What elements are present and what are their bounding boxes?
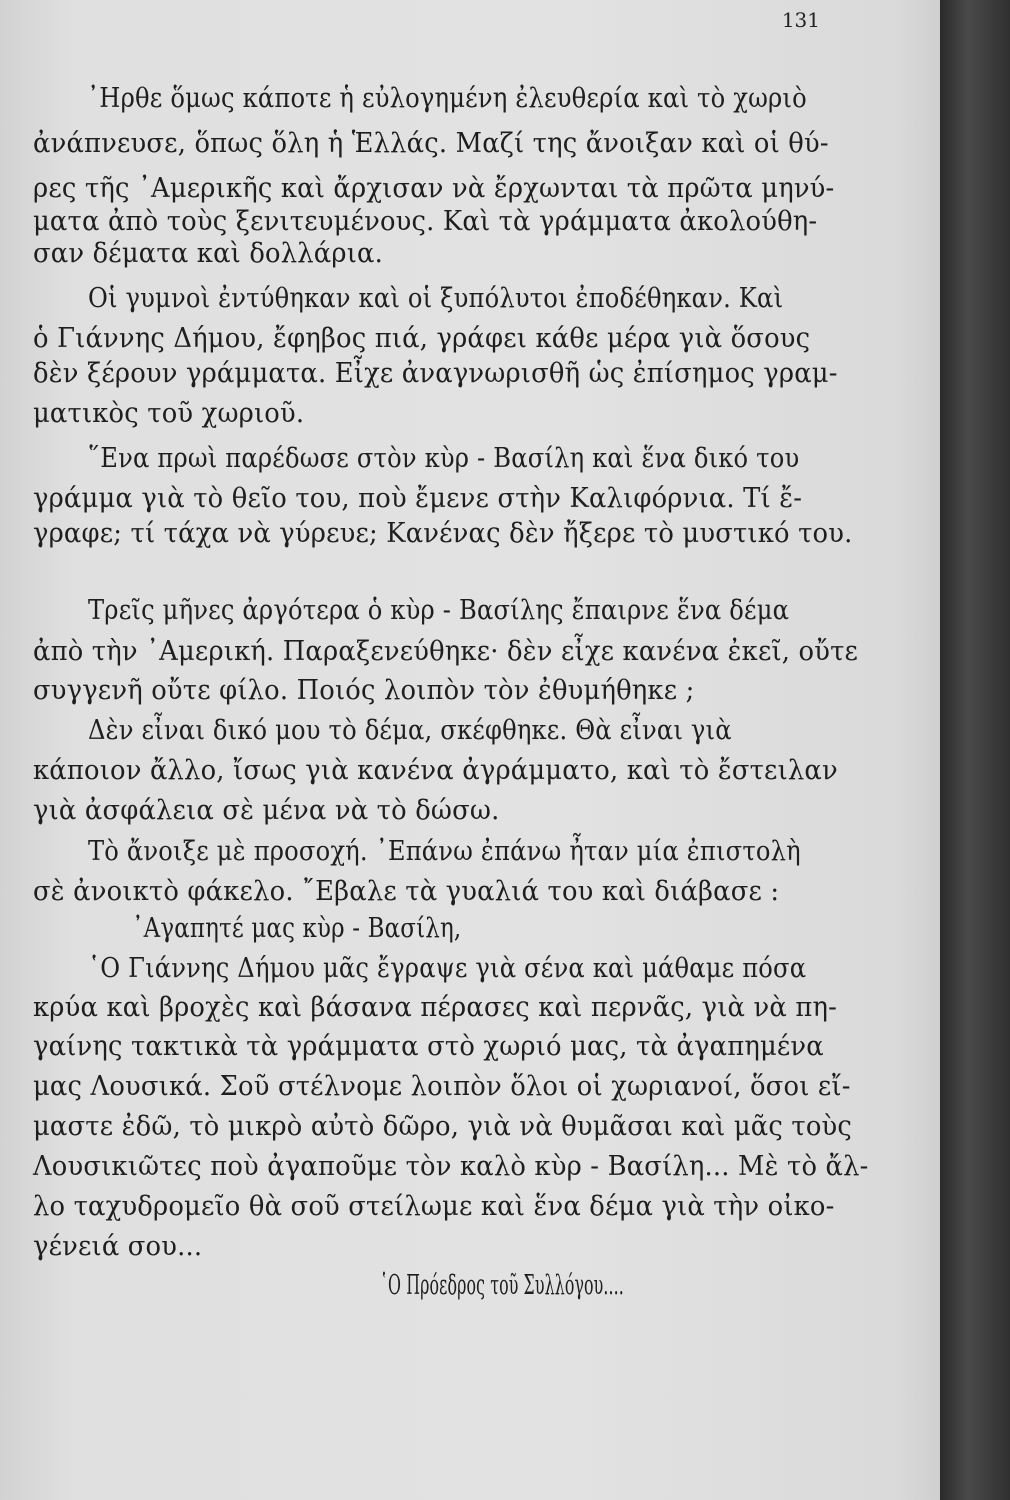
text-line: ῾Ο Γιάννης Δήμου μᾶς ἔγραψε γιὰ σένα καὶ μάθαμε πόσα bbox=[88, 953, 807, 984]
text-line: Δὲν εἶναι δικό μου τὸ δέμα, σκέφθηκε. Θὰ εἶναι γιὰ bbox=[88, 715, 732, 746]
text-line: Τὸ ἄνοιξε μὲ προσοχή. ᾿Επάνω ἐπάνω ἦταν μία ἐπιστολὴ bbox=[88, 836, 801, 867]
text-line: ρες τῆς ᾿Αμερικῆς καὶ ἄρχισαν νὰ ἔρχωνται τὰ πρῶτα μηνύ- bbox=[33, 173, 835, 204]
text-line: κρύα καὶ βροχὲς καὶ βάσανα πέρασες καὶ περνᾶς, γιὰ νὰ πη- bbox=[33, 992, 838, 1023]
text-line: μας Λουσικά. Σοῦ στέλνομε λοιπὸν ὅλοι οἱ χωριανοί, ὅσοι εἴ- bbox=[33, 1071, 851, 1102]
text-line: ματικὸς τοῦ χωριοῦ. bbox=[33, 398, 305, 429]
text-line: σαν δέματα καὶ δολλάρια. bbox=[33, 238, 383, 269]
text-line: δὲν ξέρουν γράμματα. Εἶχε ἀναγνωρισθῆ ὡς ἐπίσημος γραμ- bbox=[33, 358, 838, 389]
text-line: γένειά σου... bbox=[33, 1231, 203, 1262]
text-line: γιὰ ἀσφάλεια σὲ μένα νὰ τὸ δώσω. bbox=[33, 795, 500, 826]
text-line: γαίνης τακτικὰ τὰ γράμματα στὸ χωριό μας, τὰ ἀγαπημένα bbox=[33, 1031, 824, 1062]
text-line: Οἱ γυμνοὶ ἐντύθηκαν καὶ οἱ ξυπόλυτοι ἐποδέθηκαν. Καὶ bbox=[88, 283, 784, 314]
text-line: ᾿Ηρθε ὅμως κάποτε ἡ εὐλογημένη ἐλευθερία καὶ τὸ χωριὸ bbox=[87, 83, 807, 114]
text-line: κάποιον ἄλλο, ἴσως γιὰ κανένα ἀγράμματο, καὶ τὸ ἔστειλαν bbox=[33, 755, 838, 786]
text-line: ἀπὸ τὴν ᾿Αμερική. Παραξενεύθηκε· δὲν εἶχε κανένα ἐκεῖ, οὔτε bbox=[33, 636, 859, 667]
text-line: ὁ Γιάννης Δήμου, ἔφηβος πιά, γράφει κάθε μέρα γιὰ ὅσους bbox=[33, 323, 811, 354]
text-line: Τρεῖς μῆνες ἀργότερα ὁ κὺρ - Βασίλης ἔπαιρνε ἕνα δέμα bbox=[88, 595, 790, 626]
text-line: λο ταχυδρομεῖο θὰ σοῦ στείλωμε καὶ ἕνα δέμα γιὰ τὴν οἰκο- bbox=[33, 1191, 835, 1222]
text-line: μαστε ἐδῶ, τὸ μικρὸ αὐτὸ δῶρο, γιὰ νὰ θυμᾶσαι καὶ μᾶς τοὺς bbox=[33, 1111, 853, 1142]
signature-line: ῾Ο Πρόεδρος τοῦ Συλλόγου.... bbox=[380, 1270, 624, 1301]
text-line: σὲ ἀνοικτὸ φάκελο. ῎Εβαλε τὰ γυαλιά του καὶ διάβασε : bbox=[33, 876, 780, 907]
page-number: 131 bbox=[781, 8, 820, 32]
book-spine-shadow bbox=[940, 0, 1010, 1500]
text-line: γράμμα γιὰ τὸ θεῖο του, ποὺ ἔμενε στὴν Καλιφόρνια. Τί ἔ- bbox=[33, 483, 803, 514]
text-line: Λουσικιῶτες ποὺ ἀγαποῦμε τὸν καλὸ κὺρ - Βασίλη... Μὲ τὸ ἄλ- bbox=[33, 1151, 869, 1182]
text-line: συγγενῆ οὔτε φίλο. Ποιός λοιπὸν τὸν ἐθυμήθηκε ; bbox=[33, 675, 695, 706]
text-line: ῞Ενα πρωὶ παρέδωσε στὸν κὺρ - Βασίλη καὶ ἕνα δικό του bbox=[88, 443, 800, 474]
text-line: ἀνάπνευσε, ὅπως ὅλη ἡ Ἑλλάς. Μαζί της ἄνοιξαν καὶ οἱ θύ- bbox=[33, 128, 829, 159]
text-line: ᾿Αγαπητέ μας κὺρ - Βασίλη, bbox=[132, 913, 462, 944]
text-line: γραφε; τί τάχα νὰ γύρευε; Κανένας δὲν ἤξερε τὸ μυστικό του. bbox=[33, 518, 853, 549]
text-line: ματα ἀπὸ τοὺς ξενιτευμένους. Καὶ τὰ γράμματα ἀκολούθη- bbox=[33, 206, 818, 237]
